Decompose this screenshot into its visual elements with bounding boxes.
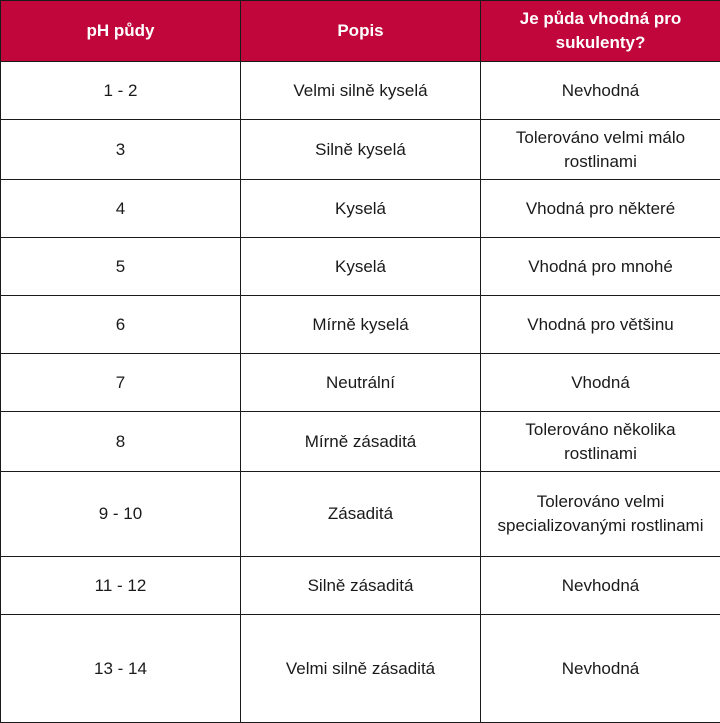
cell-description: Mírně zásaditá <box>241 412 481 472</box>
cell-suitability: Nevhodná <box>481 557 720 615</box>
cell-description: Velmi silně kyselá <box>241 62 481 120</box>
table-row <box>1 412 720 472</box>
table-header-row <box>1 1 720 62</box>
table-row <box>1 238 720 296</box>
cell-suitability: Nevhodná <box>481 615 720 723</box>
header-ph: pH půdy <box>1 1 241 62</box>
cell-description: Silně zásaditá <box>241 557 481 615</box>
cell-ph: 9 - 10 <box>1 472 241 557</box>
table-row <box>1 296 720 354</box>
cell-ph: 3 <box>1 120 241 180</box>
header-description: Popis <box>241 1 481 62</box>
cell-suitability: Tolerováno velmi specializovanými rostlinami <box>481 472 720 557</box>
cell-ph: 13 - 14 <box>1 615 241 723</box>
cell-description: Silně kyselá <box>241 120 481 180</box>
cell-suitability: Vhodná pro mnohé <box>481 238 720 296</box>
cell-description: Kyselá <box>241 238 481 296</box>
cell-suitability: Vhodná pro některé <box>481 180 720 238</box>
cell-suitability: Vhodná pro většinu <box>481 296 720 354</box>
cell-ph: 6 <box>1 296 241 354</box>
cell-ph: 4 <box>1 180 241 238</box>
cell-ph: 5 <box>1 238 241 296</box>
cell-suitability: Nevhodná <box>481 62 720 120</box>
table-row <box>1 354 720 412</box>
table-row <box>1 615 720 723</box>
table-row <box>1 62 720 120</box>
cell-ph: 11 - 12 <box>1 557 241 615</box>
cell-suitability: Vhodná <box>481 354 720 412</box>
cell-description: Mírně kyselá <box>241 296 481 354</box>
cell-suitability: Tolerováno velmi málo rostlinami <box>481 120 720 180</box>
table-row <box>1 120 720 180</box>
cell-suitability: Tolerováno několika rostlinami <box>481 412 720 472</box>
header-suitability: Je půda vhodná pro sukulenty? <box>481 1 720 62</box>
cell-description: Neutrální <box>241 354 481 412</box>
cell-ph: 7 <box>1 354 241 412</box>
table-row <box>1 180 720 238</box>
table-row <box>1 557 720 615</box>
cell-ph: 8 <box>1 412 241 472</box>
cell-ph: 1 - 2 <box>1 62 241 120</box>
cell-description: Kyselá <box>241 180 481 238</box>
table-row <box>1 472 720 557</box>
cell-description: Velmi silně zásaditá <box>241 615 481 723</box>
cell-description: Zásaditá <box>241 472 481 557</box>
